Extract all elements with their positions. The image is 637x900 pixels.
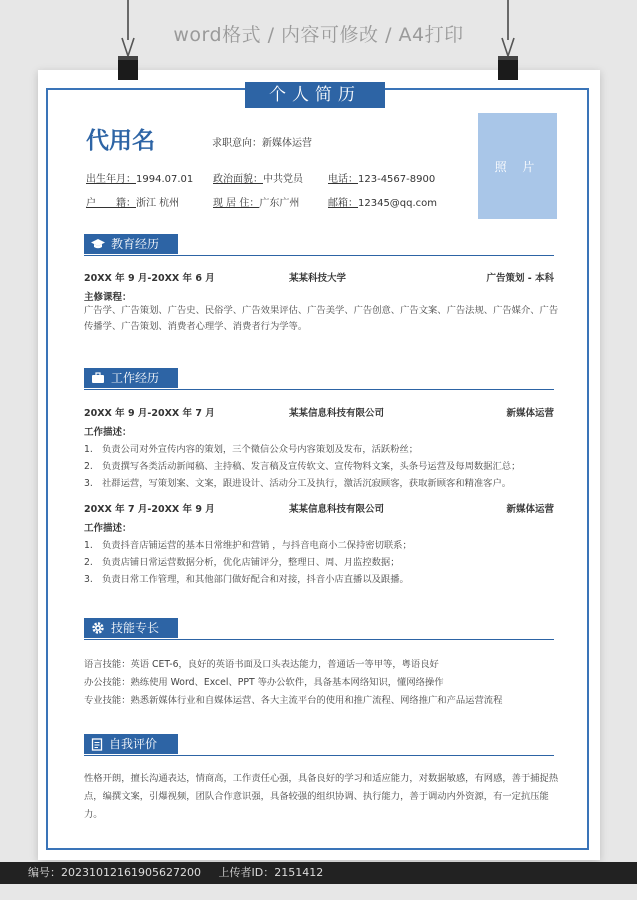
info-politics	[213, 170, 303, 185]
job-desc-item: 1. 负责公司对外宣传内容的策划，三个微信公众号内容策划及发布，活跃粉丝；	[84, 444, 419, 455]
section-divider	[84, 255, 554, 256]
job-desc-text: 负责抖音店铺运营的基本日常维护和营销 ，与抖音电商小二保持密切联系；	[102, 540, 412, 551]
section-title: 自我评价	[109, 737, 158, 751]
education-period: 20XX 年 9 月-20XX 年 6 月	[84, 273, 215, 284]
footer-bar	[0, 862, 637, 884]
section-tab	[84, 734, 178, 754]
info-hukou	[86, 194, 179, 209]
job-desc-label: 工作描述：	[84, 523, 132, 534]
info-value: 广东广州	[259, 198, 300, 209]
job-company: 某某信息科技有限公司	[289, 408, 385, 419]
section-education	[84, 234, 554, 258]
info-value: 中共党员	[263, 174, 303, 185]
info-value: 1994.07.01	[136, 174, 194, 185]
info-label: 现 居 住：	[213, 198, 260, 209]
binder-clip-icon	[116, 36, 140, 82]
job-row	[84, 501, 554, 515]
info-value: 123-4567-8900	[358, 174, 436, 185]
skill-item: 语言技能：英语 CET-6，良好的英语书面及口头表达能力，普通话一等甲等，粤语良好	[84, 659, 439, 670]
info-label: 出生年月：	[86, 174, 136, 185]
courses-label: 主修课程：	[84, 292, 132, 303]
section-title: 工作经历	[111, 371, 160, 385]
hanging-cord	[127, 0, 129, 40]
self-eval-text: 性格开朗，擅长沟通表达，情商高，工作责任心强，具备良好的学习和适应能力，对数据敏感，有网感，善于捕捉热点，编撰文案，引爆视频，团队合作意识强，具备较强的组织协调、执行能力，善于调动内外资源，有一定抗压能力。	[84, 773, 559, 820]
job-position: 新媒体运营	[506, 408, 554, 419]
education-school: 某某科技大学	[289, 273, 347, 284]
info-residence	[213, 194, 299, 209]
footer-uploader-label: 上传者ID：	[218, 866, 275, 879]
candidate-name: 代用名	[86, 128, 155, 154]
info-label: 电话：	[328, 174, 358, 185]
job-desc-text: 社群运营，写策划案、文案，跟进设计、活动分工及执行，激活沉寂顾客，获取新顾客和精准客户。	[102, 478, 512, 489]
info-label: 政治面貌：	[213, 174, 263, 185]
info-email	[328, 194, 437, 209]
info-birth	[86, 170, 193, 185]
job-desc-text: 负责撰写各类活动新闻稿、主持稿、发言稿及宣传软文、宣传物料文案，头条号运营及每周数据汇总；	[102, 461, 521, 472]
job-desc-item: 3. 社群运营，写策划案、文案，跟进设计、活动分工及执行，激活沉寂顾客，获取新顾客和精准客户。	[84, 478, 512, 489]
job-desc-text: 负责日常工作管理，和其他部门做好配合和对接，抖音小店直播以及跟播。	[102, 574, 409, 585]
education-row	[84, 270, 554, 284]
job-desc-item: 2. 负责店铺日常运营数据分析，优化店铺评分，整理日、周、月监控数据；	[84, 557, 400, 568]
section-self-eval	[84, 734, 554, 758]
resume-paper	[38, 70, 600, 860]
resume-title: 个人简历	[245, 82, 385, 108]
job-desc-item: 1. 负责抖音店铺运营的基本日常维护和营销 ，与抖音电商小二保持密切联系；	[84, 540, 412, 551]
document-icon	[91, 738, 103, 751]
section-tab	[84, 234, 178, 254]
binder-clip-icon	[496, 36, 520, 82]
section-divider	[84, 639, 554, 640]
job-period: 20XX 年 7 月-20XX 年 9 月	[84, 504, 215, 515]
photo-placeholder: 照 片	[478, 113, 557, 219]
job-row	[84, 405, 554, 419]
courses-text: 广告学、广告策划、广告史、民俗学、广告效果评估、广告美学、广告创意、广告文案、广告法规、广告媒介、广告传播学、广告策划、消费者心理学、消费者行为学等。	[84, 305, 559, 332]
info-phone	[328, 170, 435, 185]
section-work	[84, 368, 554, 392]
job-objective	[212, 134, 312, 149]
job-position: 新媒体运营	[506, 504, 554, 515]
info-label: 邮箱：	[328, 198, 358, 209]
skill-item: 办公技能：熟练使用 Word、Excel、PPT 等办公软件，具备基本网络知识，懂网络操作	[84, 677, 444, 688]
skill-item: 专业技能：熟悉新媒体行业和自媒体运营、各大主流平台的使用和推广流程、网络推广和产品运营流程	[84, 695, 503, 706]
footer-uploader: 2151412	[274, 866, 324, 879]
section-tab	[84, 618, 178, 638]
section-divider	[84, 755, 554, 756]
briefcase-icon	[91, 372, 105, 384]
job-desc-item: 2. 负责撰写各类活动新闻稿、主持稿、发言稿及宣传软文、宣传物料文案，头条号运营及每周数据汇总；	[84, 461, 521, 472]
section-title: 技能专长	[111, 621, 160, 635]
hanging-cord	[507, 0, 509, 40]
info-label: 户 籍：	[86, 198, 136, 209]
gear-icon	[91, 621, 105, 635]
footer-id-label: 编号：	[28, 866, 61, 879]
job-period: 20XX 年 9 月-20XX 年 7 月	[84, 408, 215, 419]
job-desc-text: 负责公司对外宣传内容的策划，三个微信公众号内容策划及发布，活跃粉丝；	[102, 444, 419, 455]
objective-value: 新媒体运营	[262, 138, 312, 149]
section-tab	[84, 368, 178, 388]
section-divider	[84, 389, 554, 390]
graduation-cap-icon	[91, 238, 105, 250]
job-desc-label: 工作描述：	[84, 427, 132, 438]
info-value: 12345@qq.com	[358, 198, 438, 209]
footer-id: 20231012161905627200	[61, 866, 201, 879]
banner-caption: word格式 / 内容可修改 / A4打印	[173, 24, 464, 46]
job-desc-text: 负责店铺日常运营数据分析，优化店铺评分，整理日、周、月监控数据；	[102, 557, 400, 568]
info-value: 浙江 杭州	[136, 198, 180, 209]
job-desc-item: 3. 负责日常工作管理，和其他部门做好配合和对接，抖音小店直播以及跟播。	[84, 574, 409, 585]
section-title: 教育经历	[111, 237, 160, 251]
section-skills	[84, 618, 554, 642]
objective-label: 求职意向：	[212, 138, 262, 149]
job-company: 某某信息科技有限公司	[289, 504, 385, 515]
education-major: 广告策划 - 本科	[486, 273, 554, 284]
